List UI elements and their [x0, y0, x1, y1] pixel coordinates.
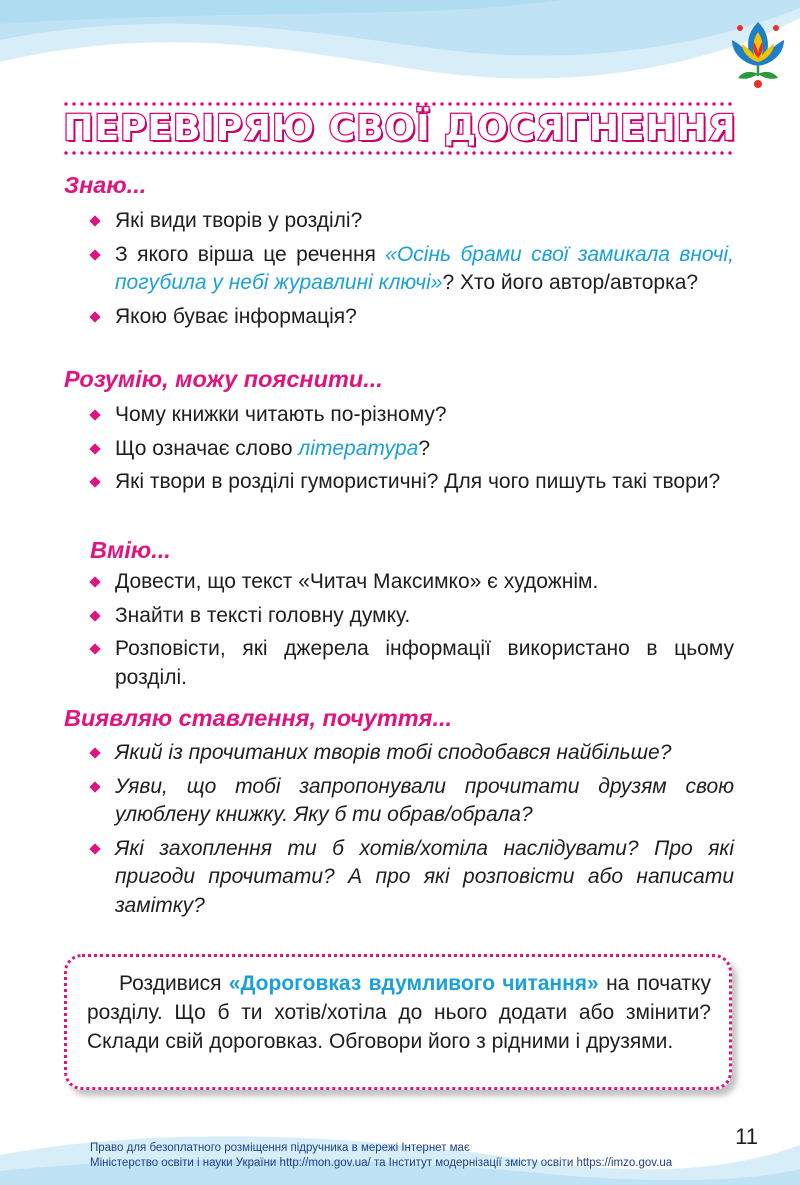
- diamond-bullet-icon: [89, 476, 100, 487]
- task-box: [64, 954, 732, 1090]
- list-item: Які захоплення ти б хотів/хотіла наслідувати? Про які пригоди прочитати? А про які розповісти або написати замітку?: [88, 835, 734, 921]
- section-list-know: [88, 207, 734, 336]
- poem-quote: «Осінь брами свої замикала вночі, погубила у небі журавлині ключі»: [115, 242, 734, 294]
- diamond-bullet-icon: [89, 643, 100, 654]
- title-divider-bottom: [62, 151, 734, 155]
- diamond-bullet-icon: [89, 781, 100, 792]
- footer-copyright: [90, 1141, 672, 1171]
- section-heading-can: Вмію...: [90, 537, 171, 563]
- title-divider-top: [62, 102, 734, 106]
- list-item: Який із прочитаних творів тобі сподобався найбільше?: [88, 739, 734, 768]
- section-heading-attitude: Виявляю ставлення, почуття...: [64, 705, 453, 731]
- diamond-bullet-icon: [89, 843, 100, 854]
- list-item: Уяви, що тобі запропонували прочитати друзям свою улюблену книжку. Яку б ти обрав/обрала?: [88, 773, 734, 830]
- diamond-bullet-icon: [89, 409, 100, 420]
- list-item: Знайти в тексті головну думку.: [88, 602, 734, 631]
- footer-line-2: Міністерство освіти і науки України http://mon.gov.ua/ та Інститут модернізації змісту освіти https://imzo.gov.ua: [90, 1157, 673, 1169]
- section-heading-know: Знаю...: [64, 172, 147, 198]
- list-item: З якого вірша це речення «Осінь брами свої замикала вночі, погубила у небі журавлині ключі»? Хто його автор/авторка?: [88, 241, 734, 298]
- list-item: Які види творів у розділі?: [88, 207, 734, 236]
- list-item: Які твори в розділі гумористичні? Для чого пишуть такі твори?: [88, 468, 734, 497]
- guide-title: «Дороговказ вдумливого читання»: [228, 972, 599, 995]
- page-number: 11: [735, 1124, 758, 1149]
- section-heading-understand: Розумію, можу пояснити...: [64, 366, 383, 392]
- top-wave-decoration: [0, 0, 800, 95]
- list-item: Довести, що текст «Читач Максимко» є художнім.: [88, 568, 734, 597]
- task-text: Роздивися «Дороговказ вдумливого читання» на початку розділу. Що б ти хотів/хотіла до нього додати або змінити? Склади свій дороговказ. Обговори його з рідними і друзями.: [87, 972, 711, 1053]
- diamond-bullet-icon: [89, 576, 100, 587]
- page-title: ПЕРЕВІРЯЮ СВОЇ ДОСЯГНЕННЯ: [63, 108, 737, 149]
- folk-flower-icon: [726, 14, 790, 90]
- diamond-bullet-icon: [89, 249, 100, 260]
- list-item: Чому книжки читають по-різному?: [88, 401, 734, 430]
- diamond-bullet-icon: [89, 747, 100, 758]
- diamond-bullet-icon: [89, 215, 100, 226]
- diamond-bullet-icon: [89, 610, 100, 621]
- diamond-bullet-icon: [89, 443, 100, 454]
- footer-line-1: Право для безоплатного розміщення підручника в мережі Інтернет має: [90, 1142, 470, 1154]
- section-list-understand: [88, 401, 734, 502]
- list-item: Що означає слово література?: [88, 435, 734, 464]
- list-item: Розповісти, які джерела інформації використано в цьому розділі.: [88, 635, 734, 692]
- diamond-bullet-icon: [89, 311, 100, 322]
- section-list-attitude: [88, 739, 734, 925]
- term-highlight: література: [298, 436, 419, 460]
- section-list-can: [88, 568, 734, 697]
- list-item: Якою буває інформація?: [88, 303, 734, 332]
